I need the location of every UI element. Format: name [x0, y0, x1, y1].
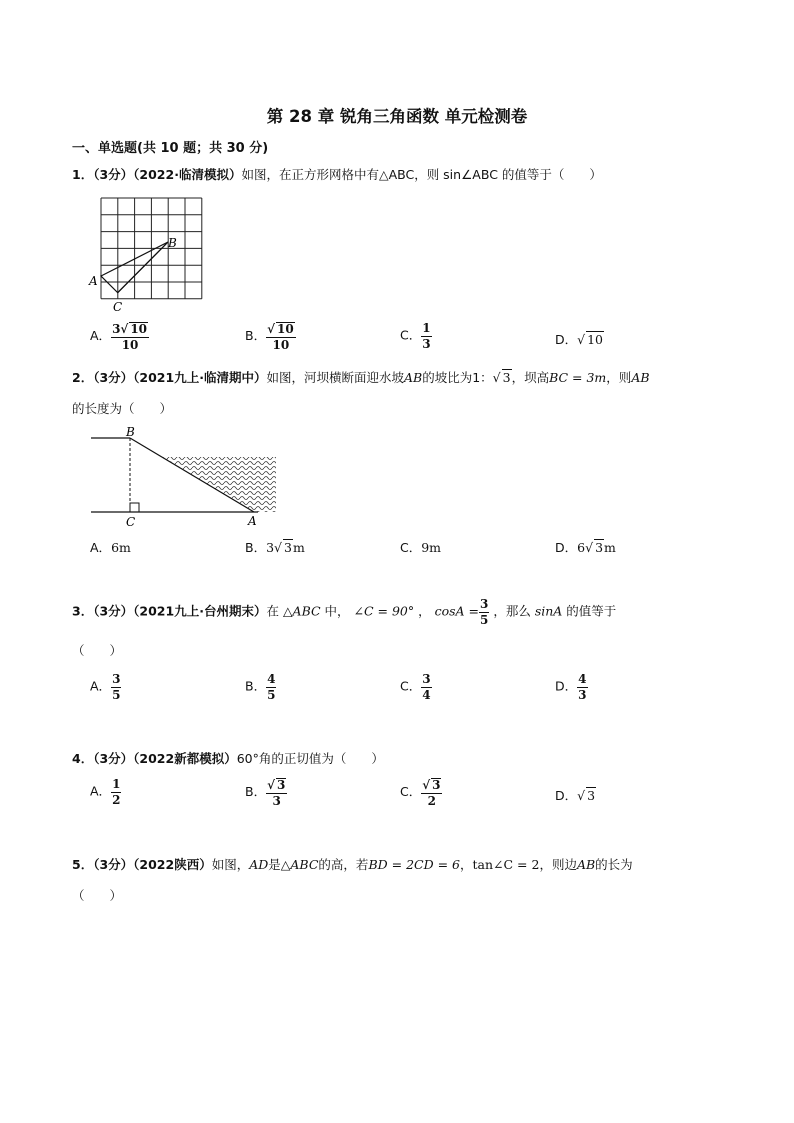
q3-text: 的值等于	[562, 603, 617, 619]
option-letter: A．	[90, 783, 112, 799]
q2-source: （2021九上·临清期中）	[133, 370, 267, 385]
option-letter: A．	[90, 540, 112, 555]
q1-option-a[interactable]	[90, 322, 149, 351]
fraction	[421, 778, 442, 807]
q5-text: 的高，若	[318, 857, 369, 872]
option-value: 9m	[421, 540, 442, 555]
fraction	[111, 673, 121, 701]
label-c: C	[113, 300, 123, 314]
q2-score: （3分）	[93, 370, 134, 385]
q2-number: 2．	[72, 370, 94, 385]
q1-grid-figure	[86, 192, 206, 317]
option-letter: A．	[90, 678, 112, 694]
option-letter: D．	[555, 540, 578, 555]
q5-text: 是	[268, 857, 281, 872]
option-letter: B．	[245, 540, 267, 555]
q1-option-c[interactable]	[400, 322, 432, 350]
q2-text: 的坡比为1：	[422, 370, 493, 385]
option-letter: A．	[90, 328, 112, 344]
question-4-stem	[72, 749, 384, 767]
q4-option-a[interactable]	[90, 778, 121, 806]
q3-text: 中，	[320, 603, 354, 619]
q2-option-b[interactable]	[245, 538, 305, 556]
q5-tan: tan∠C = 2	[472, 857, 540, 872]
segment-cb	[118, 242, 168, 293]
radical-sign: √	[267, 322, 275, 336]
denominator: 3	[272, 793, 281, 808]
question-3-line2: （ ）	[72, 643, 123, 658]
label-a: A	[89, 274, 98, 288]
option-letter: B．	[245, 678, 267, 694]
q2-text: ，坝高	[511, 370, 550, 385]
label-c: C	[126, 515, 136, 529]
unit: m	[292, 540, 305, 555]
radical-sign: √	[492, 370, 501, 385]
q5-text: ，则边	[539, 857, 577, 872]
coefficient: 6	[577, 540, 586, 555]
q3-text: ，那么	[489, 603, 535, 619]
denominator: 2	[112, 792, 121, 807]
fraction	[111, 778, 121, 806]
right-angle-mark	[130, 503, 139, 512]
q3-sin: sinA	[534, 603, 563, 619]
q5-ad: AD	[249, 857, 269, 872]
q3-option-a[interactable]	[90, 673, 121, 701]
radicand: 3	[502, 370, 511, 385]
radical-sign: √	[422, 778, 431, 792]
radical-sign: √	[585, 540, 594, 555]
numerator: 3	[112, 672, 121, 686]
q2-option-a[interactable]	[90, 538, 131, 556]
fraction	[266, 673, 276, 701]
q3-angle: ∠C = 90°	[353, 603, 415, 619]
denominator: 2	[427, 793, 437, 808]
denominator: 3	[422, 336, 431, 351]
question-1-stem	[72, 165, 602, 183]
q2-text: 如图，河坝横断面迎水坡	[266, 370, 404, 385]
numerator: 3	[480, 597, 489, 611]
radicand: 3	[587, 788, 596, 803]
water-area	[158, 455, 278, 515]
radicand: 10	[130, 322, 148, 336]
fraction	[577, 673, 587, 701]
q4-option-b[interactable]	[245, 778, 287, 807]
square-grid	[101, 198, 202, 299]
q4-score: （3分）	[93, 751, 134, 766]
radical-sign: √	[120, 322, 129, 336]
q3-number: 3．	[72, 603, 94, 619]
q3-text: 在	[266, 603, 283, 619]
q3-option-c[interactable]	[400, 673, 432, 701]
radical-sign: √	[577, 788, 586, 803]
question-2-line2: 的长度为（ ）	[72, 401, 173, 416]
section-heading: 一、单选题(共 10 题；共 30 分)	[72, 141, 269, 156]
option-letter: B．	[245, 784, 267, 800]
q5-ab: AB	[576, 857, 596, 872]
q5-equation: BD = 2CD = 6	[368, 857, 460, 872]
q1-text: 如图，在正方形网格中有△ABC，则 sin∠ABC 的值等于（ ）	[241, 167, 602, 182]
q2-option-d[interactable]	[555, 538, 616, 556]
q3-cos: cosA =	[434, 603, 480, 619]
q5-triangle: △ABC	[280, 857, 319, 872]
option-letter: B．	[245, 328, 267, 344]
q2-dam-figure	[88, 425, 288, 530]
denominator: 10	[272, 337, 290, 352]
radicand: 3	[595, 540, 604, 555]
question-3-stem	[72, 598, 616, 626]
q3-option-b[interactable]	[245, 673, 276, 701]
radical-sign: √	[577, 332, 586, 347]
q1-option-d[interactable]	[555, 330, 604, 348]
radicand: 10	[276, 322, 294, 336]
denominator: 5	[480, 612, 489, 627]
q3-source: （2021九上·台州期末）	[133, 603, 267, 619]
q4-source: （2022新都模拟）	[133, 751, 237, 766]
denominator: 5	[112, 687, 121, 702]
label-b: B	[168, 236, 177, 250]
radicand: 3	[276, 778, 286, 792]
fraction	[421, 673, 431, 701]
q5-source: （2022陕西）	[133, 857, 212, 872]
label-a: A	[248, 514, 257, 528]
question-2-stem	[72, 368, 650, 386]
question-5-stem	[72, 855, 633, 873]
fraction	[266, 322, 296, 351]
q4-option-c[interactable]	[400, 778, 442, 807]
q1-option-b[interactable]	[245, 322, 296, 351]
page-title: 第 28 章 锐角三角函数 单元检测卷	[266, 107, 528, 126]
q2-option-c[interactable]	[400, 538, 441, 556]
coefficient: 3	[112, 322, 121, 336]
denominator: 10	[121, 337, 139, 352]
q2-ab: AB	[631, 370, 650, 385]
numerator: 1	[112, 777, 121, 791]
fraction	[479, 598, 489, 626]
q5-text: ，	[459, 857, 473, 872]
label-b: B	[126, 425, 135, 439]
q5-score: （3分）	[93, 857, 134, 872]
q5-number: 5．	[72, 857, 94, 872]
q1-number: 1．	[72, 167, 94, 182]
option-letter: C．	[400, 784, 422, 800]
numerator: 4	[267, 672, 276, 686]
unit: m	[604, 540, 616, 555]
q2-text: ，则	[606, 370, 632, 385]
coefficient: 3	[266, 540, 275, 555]
q3-score: （3分）	[93, 603, 134, 619]
denominator: 5	[267, 687, 276, 702]
q4-number: 4．	[72, 751, 94, 766]
numerator: 1	[422, 321, 431, 335]
option-letter: C．	[400, 327, 422, 343]
option-letter: D．	[555, 678, 578, 694]
q5-text: 如图，	[211, 857, 250, 872]
denominator: 4	[422, 687, 431, 702]
radicand: 3	[432, 778, 441, 792]
q2-bc: BC = 3m	[549, 370, 607, 385]
q3-text: ，	[414, 603, 435, 619]
option-value: 6m	[111, 540, 131, 555]
q4-text: 60°角的正切值为（ ）	[236, 751, 384, 766]
question-5-line2: （ ）	[72, 888, 123, 903]
fraction	[421, 322, 431, 350]
q4-option-d[interactable]	[555, 786, 596, 804]
numerator: 3	[422, 672, 431, 686]
q1-source: （2022·临清模拟）	[133, 167, 242, 182]
denominator: 3	[578, 687, 587, 702]
q3-triangle: △ABC	[282, 603, 321, 619]
q5-text: 的长为	[595, 857, 633, 872]
radicand: 10	[587, 332, 604, 347]
radical-sign: √	[274, 540, 282, 555]
q1-score: （3分）	[93, 167, 134, 182]
fraction	[111, 322, 149, 351]
fraction	[266, 778, 287, 807]
option-letter: D．	[555, 332, 578, 347]
option-letter: D．	[555, 788, 578, 803]
q3-option-d[interactable]	[555, 673, 588, 701]
numerator: 4	[578, 672, 587, 686]
option-letter: C．	[400, 540, 422, 555]
radicand: 3	[284, 540, 292, 555]
option-letter: C．	[400, 678, 422, 694]
q2-ab: AB	[403, 370, 423, 385]
radical-sign: √	[267, 778, 275, 792]
